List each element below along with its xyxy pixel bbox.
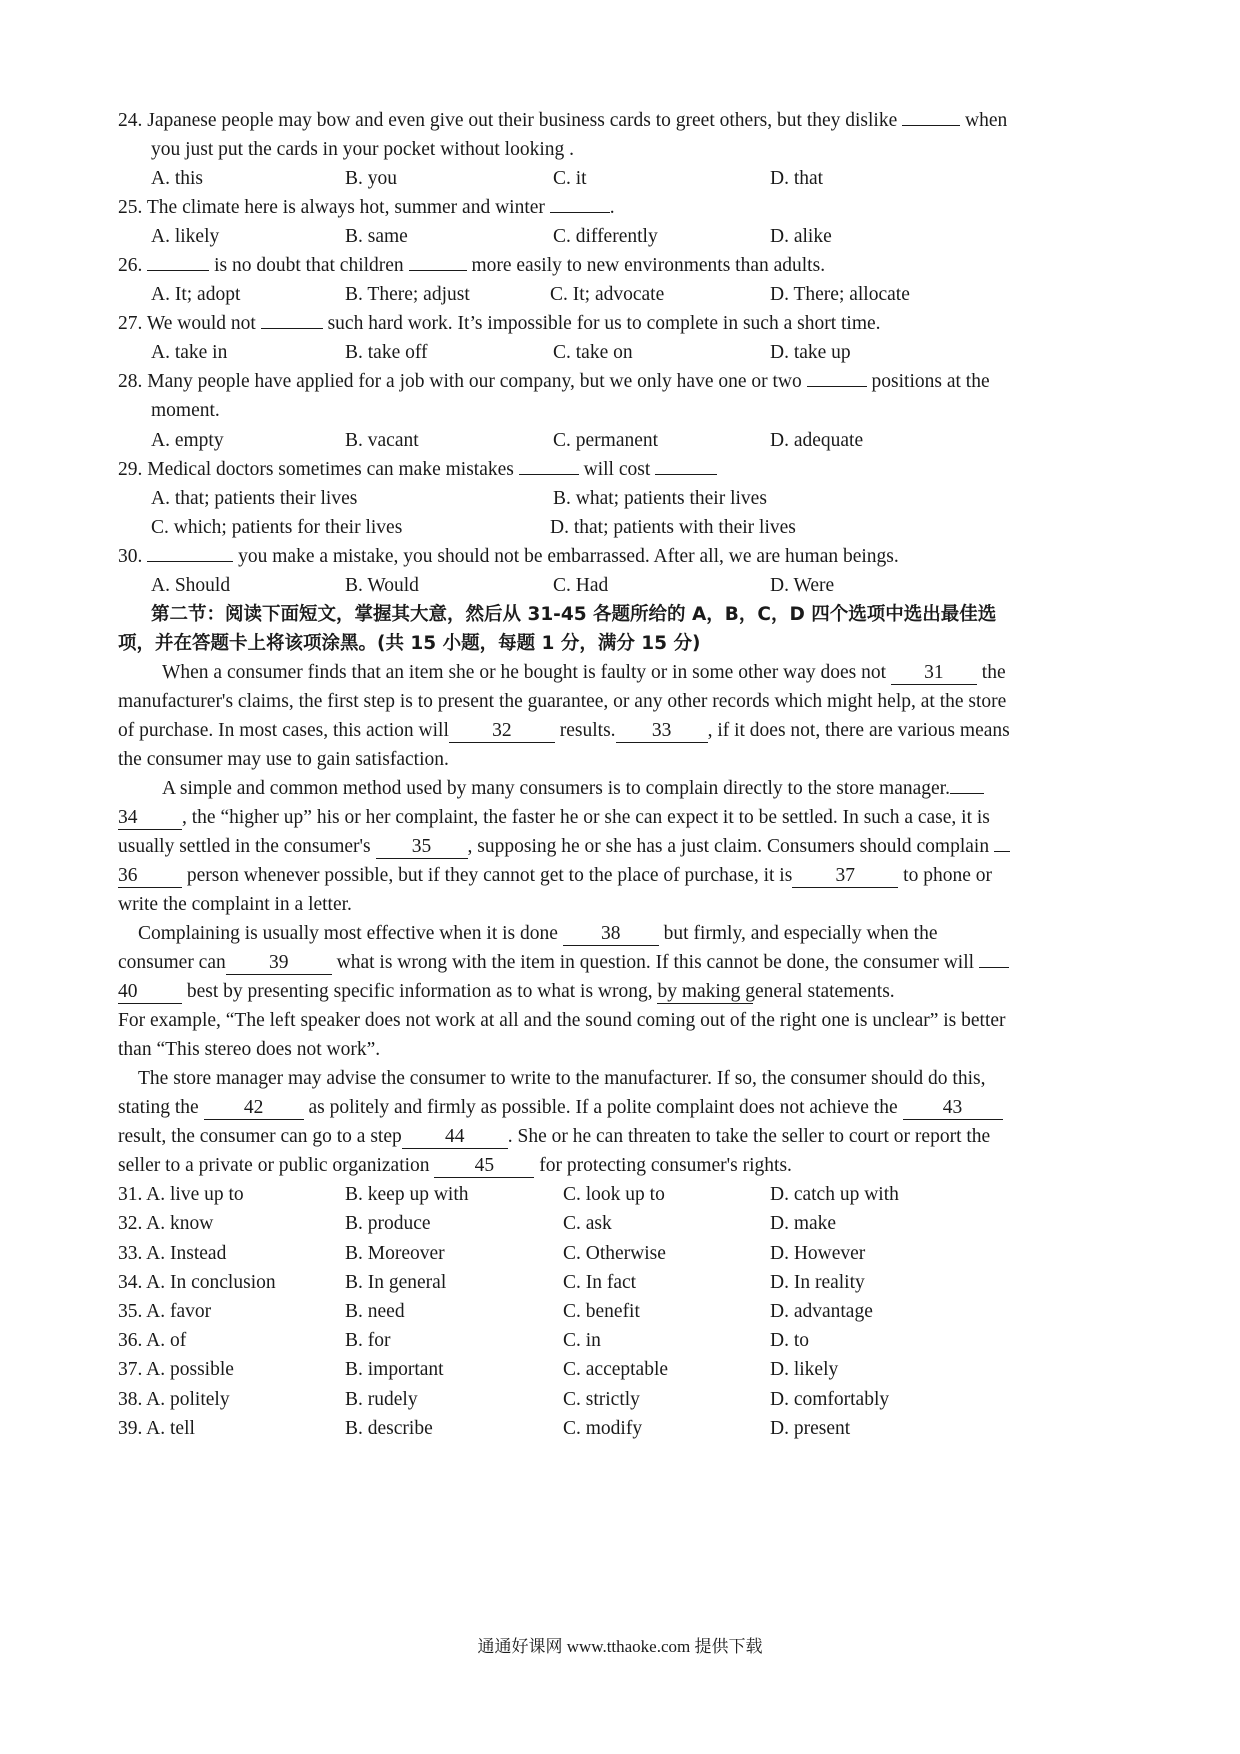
question-27: 27. We would not such hard work. It’s impossible for us to complete in such a short time. (118, 313, 881, 334)
q33-option-a: 33. A. Instead (118, 1243, 227, 1264)
q28-option-a: A. empty (151, 430, 224, 451)
passage-line: consumer can 39 what is wrong with the item in question. If this cannot be done, the consumer will (118, 947, 1128, 979)
q24-option-b: B. you (345, 168, 398, 189)
passage-line: result, the consumer can go to a step 44 . She or he can threaten to take the seller to court or report the (118, 1126, 991, 1147)
q32-option-b: B. produce (345, 1213, 431, 1234)
q34-option-d: D. In reality (770, 1272, 865, 1293)
numbered-blank: 36 (118, 865, 182, 888)
q38-option-c: C. strictly (563, 1389, 640, 1410)
q32-option-c: C. ask (563, 1213, 612, 1234)
q30-option-c: C. Had (553, 575, 609, 596)
q36-option-b: B. for (345, 1330, 391, 1351)
q29-option-a: A. that; patients their lives (151, 488, 358, 509)
q24-option-d: D. that (770, 168, 824, 189)
numbered-blank: 44 (402, 1126, 508, 1149)
q35-option-a: 35. A. favor (118, 1301, 212, 1322)
numbered-blank: 34 (118, 807, 182, 830)
passage-line: Complaining is usually most effective when it is done 38 but firmly, and especially when the (138, 923, 938, 944)
answer-blank (902, 125, 960, 126)
passage-line: than “This stereo does not work”. (118, 1039, 381, 1060)
question-24-line-1: 24. Japanese people may bow and even give out their business cards to greet others, but they dislike when (118, 110, 1008, 131)
passage-line: A simple and common method used by many consumers is to complain directly to the store manager. (162, 773, 1172, 805)
numbered-blank: 33 (616, 720, 708, 743)
passage-line: 40 best by presenting specific information as to what is wrong, by making general statements. (118, 981, 895, 1002)
q35-option-b: B. need (345, 1301, 405, 1322)
q26-option-b: B. There; adjust (345, 284, 470, 305)
q25-option-c: C. differently (553, 226, 658, 247)
q25-option-b: B. same (345, 226, 408, 247)
q36-option-d: D. to (770, 1330, 809, 1351)
section-2-heading-line-2: 项，并在答题卡上将该项涂黑。(共 15 小题，每题 1 分，满分 15 分) (118, 633, 701, 654)
q37-option-c: C. acceptable (563, 1359, 669, 1380)
answer-blank (147, 270, 209, 271)
question-25: 25. The climate here is always hot, summer and winter . (118, 197, 615, 218)
q38-option-a: 38. A. politely (118, 1389, 230, 1410)
q39-option-b: B. describe (345, 1418, 433, 1439)
question-28-line-1: 28. Many people have applied for a job with our company, but we only have one or two positions at the (118, 371, 990, 392)
passage-line: For example, “The left speaker does not work at all and the sound coming out of the right one is unclear” is better (118, 1010, 1006, 1031)
q37-option-d: D. likely (770, 1359, 839, 1380)
q33-option-c: C. Otherwise (563, 1243, 666, 1264)
q39-option-a: 39. A. tell (118, 1418, 195, 1439)
q38-option-d: D. comfortably (770, 1389, 890, 1410)
answer-blank (807, 386, 867, 387)
passage-line: stating the 42 as politely and firmly as possible. If a polite complaint does not achieve the 43 (118, 1092, 1128, 1124)
passage-line: The store manager may advise the consumer to write to the manufacturer. If so, the consumer should do this, (138, 1068, 986, 1089)
numbered-blank: 42 (204, 1097, 304, 1120)
q27-option-b: B. take off (345, 342, 428, 363)
passage-line: manufacturer's claims, the first step is to present the guarantee, or any other records which might help, at the store (118, 691, 1007, 712)
passage-line: write the complaint in a letter. (118, 894, 352, 915)
passage-line: the consumer may use to gain satisfaction. (118, 749, 449, 770)
q29-option-d: D. that; patients with their lives (550, 517, 796, 538)
passage-line: seller to a private or public organization 45 for protecting consumer's rights. (118, 1155, 792, 1176)
passage-line: 34 , the “higher up” his or her complaint, the faster he or she can expect it to be settled. In such a case, it is (118, 807, 990, 828)
numbered-blank: 35 (376, 836, 468, 859)
passage-line: usually settled in the consumer's 35 , supposing he or she has a just claim. Consumers should complain (118, 831, 1128, 863)
q29-option-b: B. what; patients their lives (553, 488, 767, 509)
q27-option-d: D. take up (770, 342, 851, 363)
question-26: 26. is no doubt that children more easily to new environments than adults. (118, 255, 826, 276)
q31-option-d: D. catch up with (770, 1184, 899, 1205)
q25-option-d: D. alike (770, 226, 832, 247)
answer-blank (409, 270, 467, 271)
numbered-blank: 39 (226, 952, 332, 975)
q26-option-d: D. There; allocate (770, 284, 910, 305)
passage-line: When a consumer finds that an item she or he bought is faulty or in some other way does not 31 the (162, 662, 1006, 683)
q39-option-d: D. present (770, 1418, 851, 1439)
q26-option-c: C. It; advocate (550, 284, 665, 305)
numbered-blank: by making general statements. (657, 981, 895, 1002)
answer-blank (550, 212, 610, 213)
q32-option-d: D. make (770, 1213, 837, 1234)
q27-option-c: C. take on (553, 342, 633, 363)
q37-option-b: B. important (345, 1359, 444, 1380)
q35-option-d: D. advantage (770, 1301, 873, 1322)
numbered-blank: 31 (891, 662, 977, 685)
q34-option-b: B. In general (345, 1272, 447, 1293)
answer-blank (979, 967, 1009, 968)
numbered-blank: 32 (449, 720, 555, 743)
q28-option-c: C. permanent (553, 430, 659, 451)
q31-option-a: 31. A. live up to (118, 1184, 244, 1205)
question-28-line-2: moment. (151, 400, 220, 421)
numbered-blank: 37 (792, 865, 898, 888)
q28-option-b: B. vacant (345, 430, 419, 451)
q24-option-c: C. it (553, 168, 587, 189)
question-30: 30. you make a mistake, you should not be embarrassed. After all, we are human beings. (118, 546, 899, 567)
numbered-blank: 45 (434, 1155, 534, 1178)
numbered-blank: 43 (903, 1097, 1003, 1120)
answer-blank (994, 851, 1010, 852)
answer-blank (147, 561, 233, 562)
q29-option-c: C. which; patients for their lives (151, 517, 403, 538)
answer-blank (261, 328, 323, 329)
numbered-blank: 40 (118, 981, 182, 1004)
q36-option-c: C. in (563, 1330, 601, 1351)
q31-option-b: B. keep up with (345, 1184, 469, 1205)
q36-option-a: 36. A. of (118, 1330, 187, 1351)
passage-line: 36 person whenever possible, but if they cannot get to the place of purchase, it is 37 to phone or (118, 865, 992, 886)
passage-line: of purchase. In most cases, this action will 32 results. 33 , if it does not, there are various means (118, 720, 1010, 741)
q33-option-b: B. Moreover (345, 1243, 445, 1264)
q39-option-c: C. modify (563, 1418, 643, 1439)
q30-option-d: D. Were (770, 575, 835, 596)
q33-option-d: D. However (770, 1243, 866, 1264)
answer-blank (950, 793, 984, 794)
q32-option-a: 32. A. know (118, 1213, 214, 1234)
q30-option-b: B. Would (345, 575, 419, 596)
q28-option-d: D. adequate (770, 430, 864, 451)
q31-option-c: C. look up to (563, 1184, 665, 1205)
q34-option-c: C. In fact (563, 1272, 637, 1293)
q30-option-a: A. Should (151, 575, 231, 596)
answer-blank (519, 474, 579, 475)
question-24-line-2: you just put the cards in your pocket without looking . (151, 139, 574, 160)
q25-option-a: A. likely (151, 226, 220, 247)
q24-option-a: A. this (151, 168, 204, 189)
numbered-blank: 38 (563, 923, 659, 946)
q27-option-a: A. take in (151, 342, 228, 363)
question-29: 29. Medical doctors sometimes can make mistakes will cost (118, 454, 1128, 486)
answer-blank (655, 474, 717, 475)
q34-option-a: 34. A. In conclusion (118, 1272, 276, 1293)
q26-option-a: A. It; adopt (151, 284, 241, 305)
section-2-heading-line-1: 第二节：阅读下面短文，掌握其大意，然后从 31-45 各题所给的 A，B，C，D 四个选项中选出最佳选 (151, 604, 997, 625)
q37-option-a: 37. A. possible (118, 1359, 234, 1380)
q38-option-b: B. rudely (345, 1389, 418, 1410)
page-footer: 通通好课网 www.tthaoke.com 提供下载 (477, 1637, 763, 1656)
q35-option-c: C. benefit (563, 1301, 640, 1322)
